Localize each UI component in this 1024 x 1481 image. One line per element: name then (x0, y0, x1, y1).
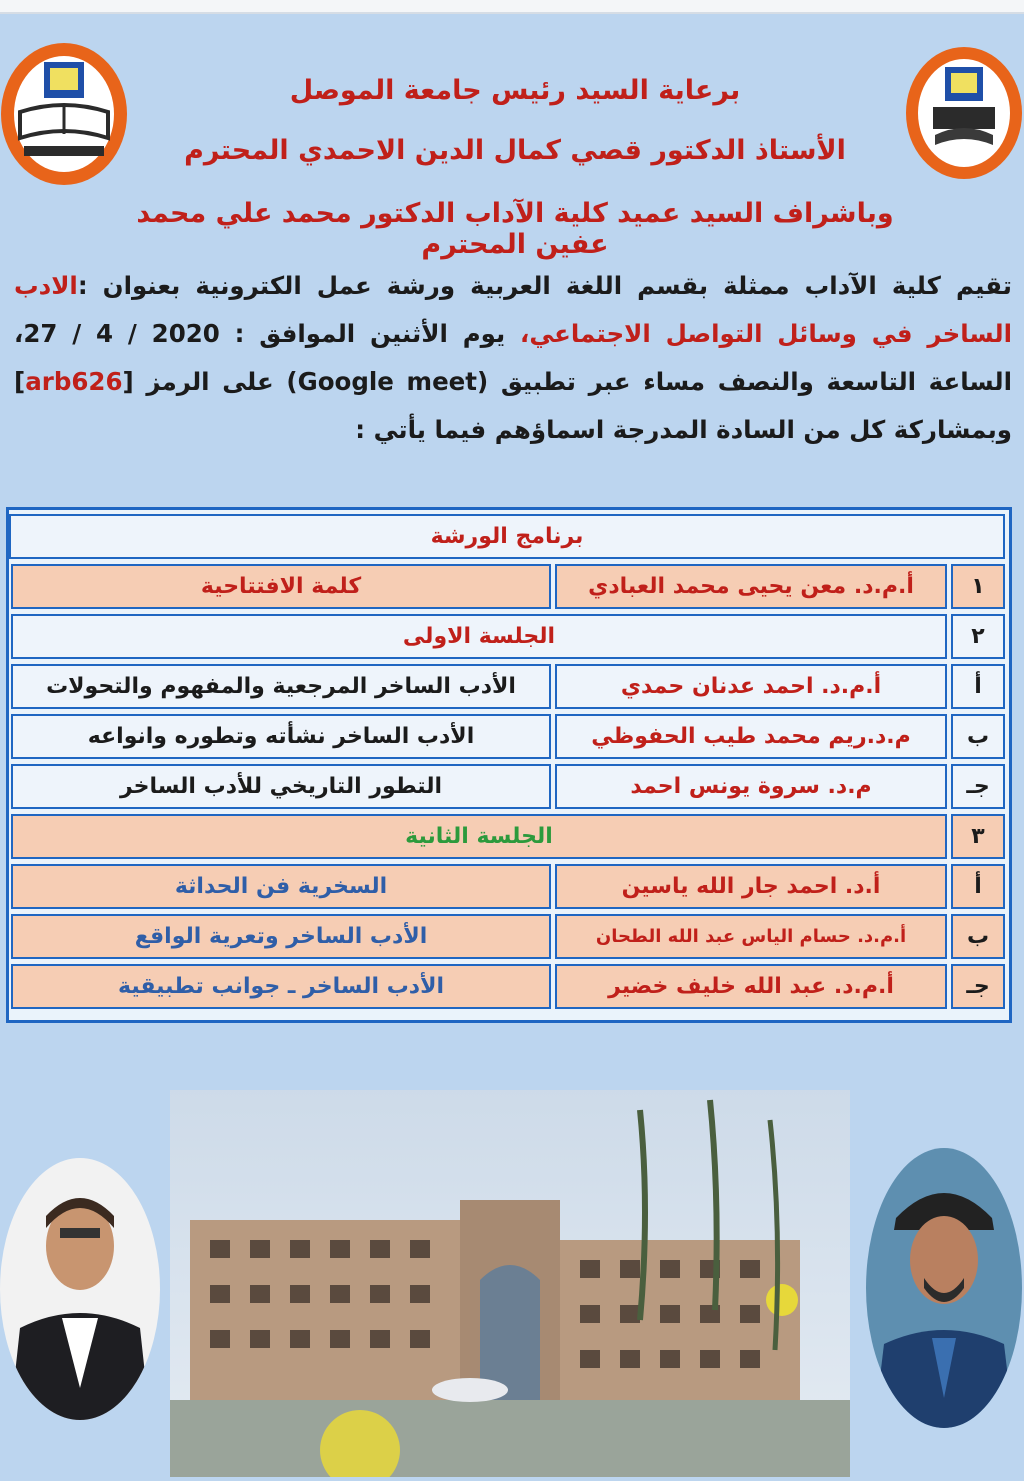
table-row (13, 964, 1005, 1009)
table-row (13, 864, 1005, 909)
table-row-session-2 (13, 814, 1005, 859)
topic: السخرية فن الحداثة (11, 864, 551, 909)
row-number: ٣ (951, 814, 1005, 859)
workshop-title: الادب الساخر في وسائل التواصل الاجتماعي، (14, 271, 1012, 348)
row-number: ١ (951, 564, 1005, 609)
header-line-president: الأستاذ الدكتور قصي كمال الدين الاحمدي المحترم (184, 135, 846, 166)
meeting-code: arb626 (25, 367, 123, 396)
speaker-name: م.د. سروة يونس احمد (555, 764, 947, 809)
speaker-name: أ.م.د. معن يحيى محمد العبادي (555, 564, 947, 609)
row-number: أ (951, 864, 1005, 909)
table-row (13, 564, 1005, 609)
row-number: أ (951, 664, 1005, 709)
topic: الأدب الساخر نشأته وتطوره وانواعه (11, 714, 551, 759)
topic: التطور التاريخي للأدب الساخر (11, 764, 551, 809)
topic: كلمة الافتتاحية (11, 564, 551, 609)
program-title: برنامج الورشة (9, 514, 1005, 559)
announcement-text-3: ] وبمشاركة كل من السادة المدرجة اسماؤهم فيما يأتي : (14, 367, 1012, 444)
row-number: ٢ (951, 614, 1005, 659)
speaker-name: أ.م.د. حسام الياس عبد الله الطحان (555, 914, 947, 959)
announcement-paragraph (14, 262, 1012, 454)
program-table (6, 507, 1012, 1023)
top-bar (0, 0, 1024, 14)
speaker-name: أ.م.د. عبد الله خليف خضير (555, 964, 947, 1009)
header-line-patronage: برعاية السيد رئيس جامعة الموصل (289, 75, 741, 106)
speaker-name: أ.م.د. احمد عدنان حمدي (555, 664, 947, 709)
row-number: ب (951, 714, 1005, 759)
session-title: الجلسة الثانية (11, 814, 947, 859)
table-row (13, 664, 1005, 709)
campus-building-image (170, 1090, 850, 1477)
table-row (13, 764, 1005, 809)
row-number: ب (951, 914, 1005, 959)
university-logo-left (0, 42, 128, 186)
row-number: جـ (951, 964, 1005, 1009)
table-row (13, 914, 1005, 959)
row-number: جـ (951, 764, 1005, 809)
announcement-text-1: تقيم كلية الآداب ممثلة بقسم اللغة العربية ورشة عمل الكترونية بعنوان : (77, 271, 1012, 300)
topic: الأدب الساخر ـ جوانب تطبيقية (11, 964, 551, 1009)
table-row-title (13, 514, 1005, 559)
header-line-dean: وباشراف السيد عميد كلية الآداب الدكتور محمد علي محمد عفين المحترم (136, 198, 894, 260)
speaker-name: م.د.ريم محمد طيب الحفوظي (555, 714, 947, 759)
session-title: الجلسة الاولى (11, 614, 947, 659)
university-logo-right (905, 45, 1023, 181)
announcement-text-2: يوم الأثنين الموافق : 2020 / 4 / 27، الساعة التاسعة والنصف مساء عبر تطبيق (Google meet) على الرمز [ (14, 319, 1013, 396)
topic: الأدب الساخر وتعرية الواقع (11, 914, 551, 959)
table-row-session-1 (13, 614, 1005, 659)
table-row (13, 714, 1005, 759)
speaker-name: أ.د. احمد جار الله ياسين (555, 864, 947, 909)
portrait-right (866, 1148, 1022, 1428)
topic: الأدب الساخر المرجعية والمفهوم والتحولات (11, 664, 551, 709)
portrait-left (0, 1158, 160, 1420)
